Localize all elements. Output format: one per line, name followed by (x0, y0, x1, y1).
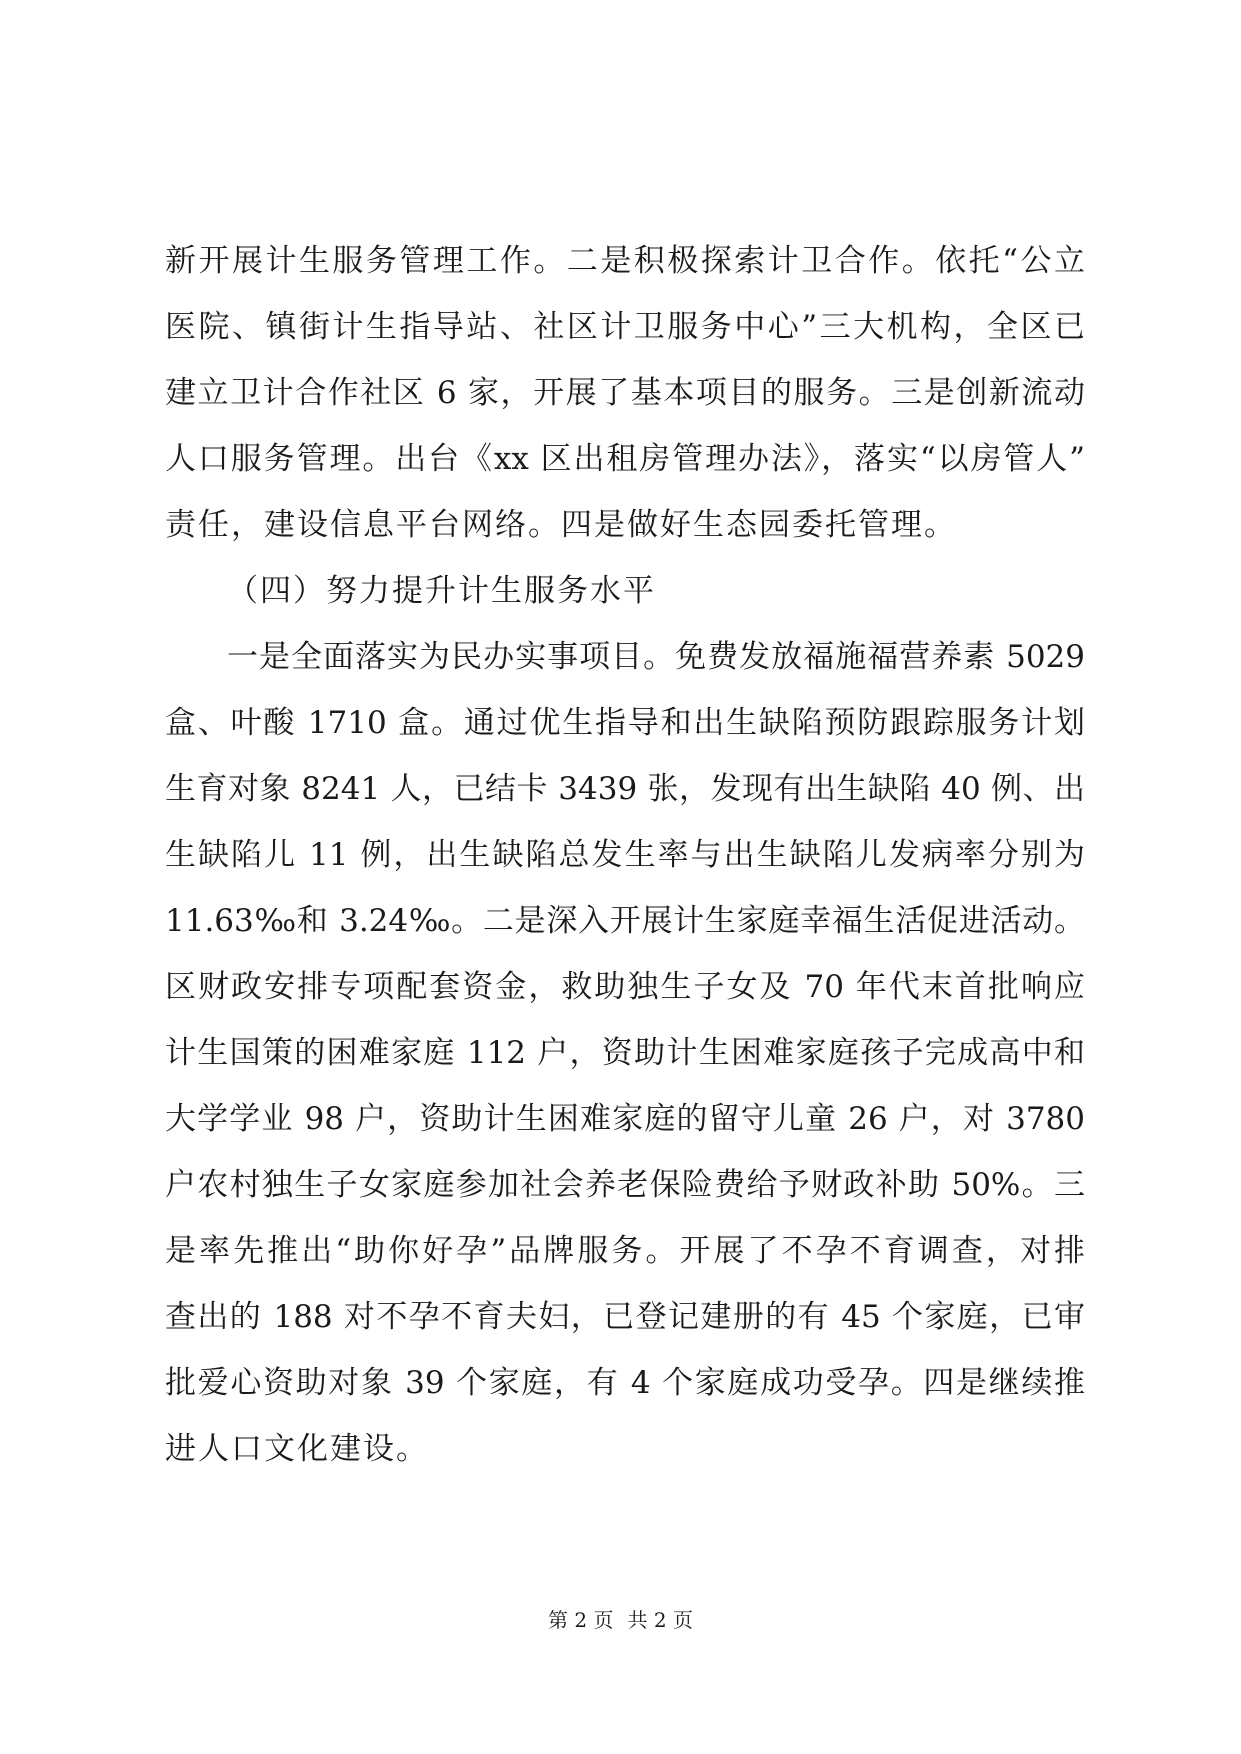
text-line: 11.63‰和 3.24‰。二是深入开展计生家庭幸福生活促进活动。 (165, 903, 1085, 939)
text-line: 大学学业 98 户，资助计生困难家庭的留守儿童 26 户，对 3780 (165, 1101, 1085, 1137)
text-line: 计生国策的困难家庭 112 户，资助计生困难家庭孩子完成高中和 (165, 1035, 1085, 1071)
text-line: 盒、叶酸 1710 盒。通过优生指导和出生缺陷预防跟踪服务计划 (165, 705, 1085, 741)
text-line: 进人口文化建设。 (165, 1431, 429, 1467)
text-line: 区财政安排专项配套资金，救助独生子女及 70 年代末首批响应 (165, 969, 1085, 1005)
text-line: 建立卫计合作社区 6 家，开展了基本项目的服务。三是创新流动 (165, 375, 1085, 411)
text-line: 医院、镇街计生指导站、社区计卫服务中心”三大机构，全区已 (165, 309, 1085, 345)
text-line: 责任，建设信息平台网络。四是做好生态园委托管理。 (165, 507, 957, 543)
document-body (165, 228, 1085, 1482)
text-line: 一是全面落实为民办实事项目。免费发放福施福营养素 5029 (227, 639, 1085, 675)
text-line: 查出的 188 对不孕不育夫妇，已登记建册的有 45 个家庭，已审 (165, 1299, 1085, 1335)
text-line: 生缺陷儿 11 例，出生缺陷总发生率与出生缺陷儿发病率分别为 (165, 837, 1085, 873)
page-footer (0, 1606, 1241, 1634)
text-line: 户农村独生子女家庭参加社会养老保险费给予财政补助 50%。三 (165, 1167, 1085, 1203)
text-line: 生育对象 8241 人，已结卡 3439 张，发现有出生缺陷 40 例、出 (165, 771, 1085, 807)
page-total: 共 2 页 (627, 1608, 693, 1632)
section-heading: （四）努力提升计生服务水平 (227, 573, 656, 609)
page-number: 第 2 页 (548, 1608, 614, 1632)
text-line: 人口服务管理。出台《xx 区出租房管理办法》，落实“以房管人” (165, 441, 1085, 477)
text-line: 新开展计生服务管理工作。二是积极探索计卫合作。依托“公立 (165, 243, 1085, 279)
text-line: 批爱心资助对象 39 个家庭，有 4 个家庭成功受孕。四是继续推 (165, 1365, 1085, 1401)
text-line: 是率先推出“助你好孕”品牌服务。开展了不孕不育调查，对排 (165, 1233, 1085, 1269)
